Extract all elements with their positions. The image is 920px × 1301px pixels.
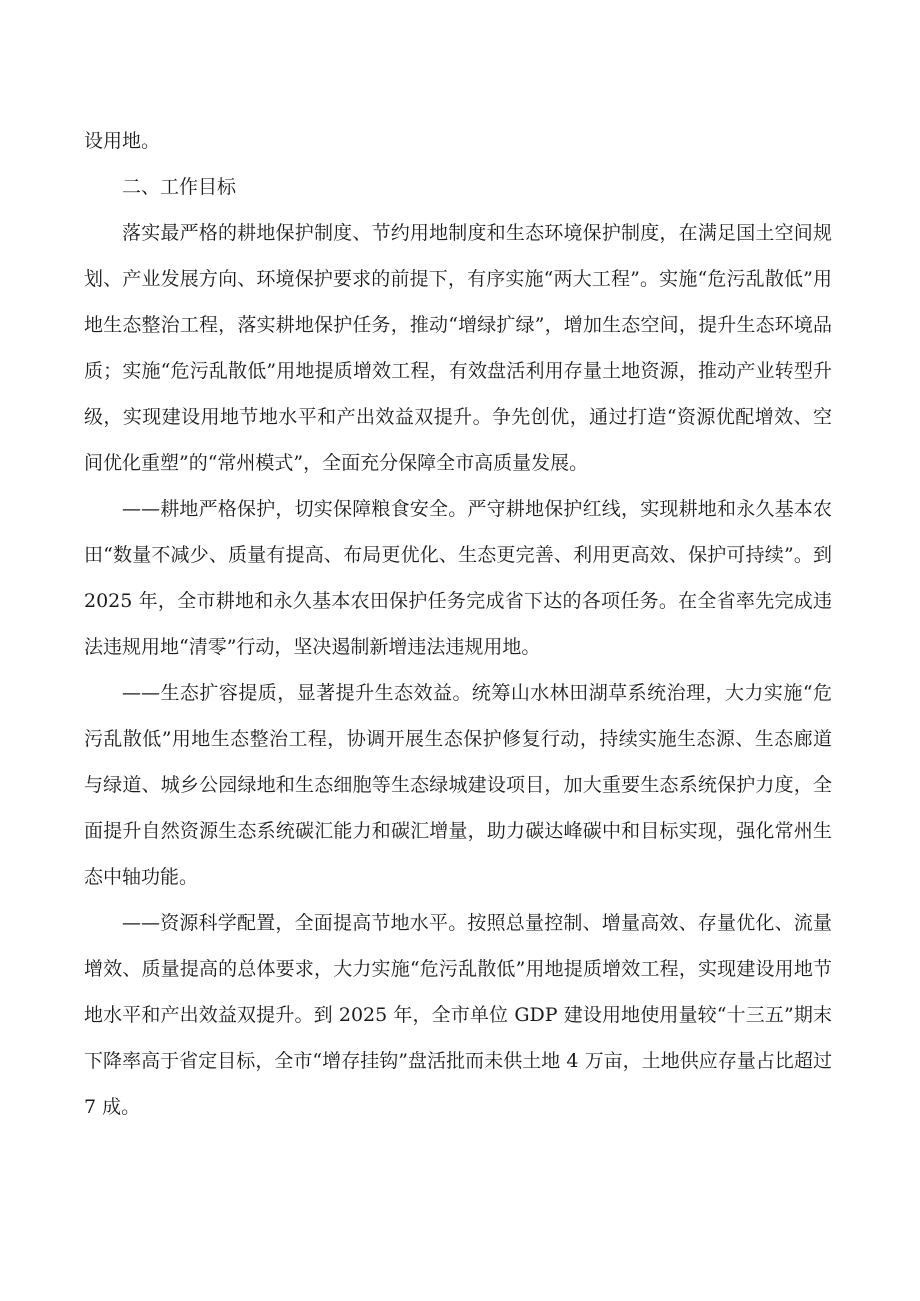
paragraph-resources: ——资源科学配置，全面提高节地水平。按照总量控制、增量高效、存量优化、流量增效、质量提高的总体要求，大力实施“危污乱散低”用地提质增效工程，实现建设用地节地水平和产出效益双提升。到 2025 年，全市单位 GDP 建设用地使用量较“十三五”期末下降率高于省定目标，全市“增存挂钩”盘活批而未供土地 4 万亩，土地供应存量占比超过 7 成。	[84, 912, 832, 1118]
paragraph-ecology: ——生态扩容提质，显著提升生态效益。统筹山水林田湖草系统治理，大力实施“危污乱散低”用地生态整治工程，协调开展生态保护修复行动，持续实施生态源、生态廊道与绿道、城乡公园绿地和生态细胞等生态绿城建设项目，加大重要生态系统保护力度，全面提升自然资源生态系统碳汇能力和碳汇增量，助力碳达峰碳中和目标实现，强化常州生态中轴功能。	[84, 682, 832, 888]
paragraph-farmland: ——耕地严格保护，切实保障粮食安全。严守耕地保护红线，实现耕地和永久基本农田“数量不减少、质量有提高、布局更优化、生态更完善、利用更高效、保护可持续”。到 2025 年，全市耕地和永久基本农田保护任务完成省下达的各项任务。在全省率先完成违法违规用地“清零”行动，坚决遏制新增违法违规用地。	[84, 498, 832, 658]
document-body	[84, 118, 832, 1130]
section-heading: 二、工作目标	[122, 176, 237, 198]
paragraph-continuation: 设用地。	[84, 130, 161, 152]
paragraph-goals: 落实最严格的耕地保护制度、节约用地制度和生态环境保护制度，在满足国土空间规划、产业发展方向、环境保护要求的前提下，有序实施“两大工程”。实施“危污乱散低”用地生态整治工程，落实耕地保护任务，推动“增绿扩绿”，增加生态空间，提升生态环境品质；实施“危污乱散低”用地提质增效工程，有效盘活利用存量土地资源，推动产业转型升级，实现建设用地节地水平和产出效益双提升。争先创优，通过打造“资源优配增效、空间优化重塑”的“常州模式”，全面充分保障全市高质量发展。	[84, 222, 832, 474]
